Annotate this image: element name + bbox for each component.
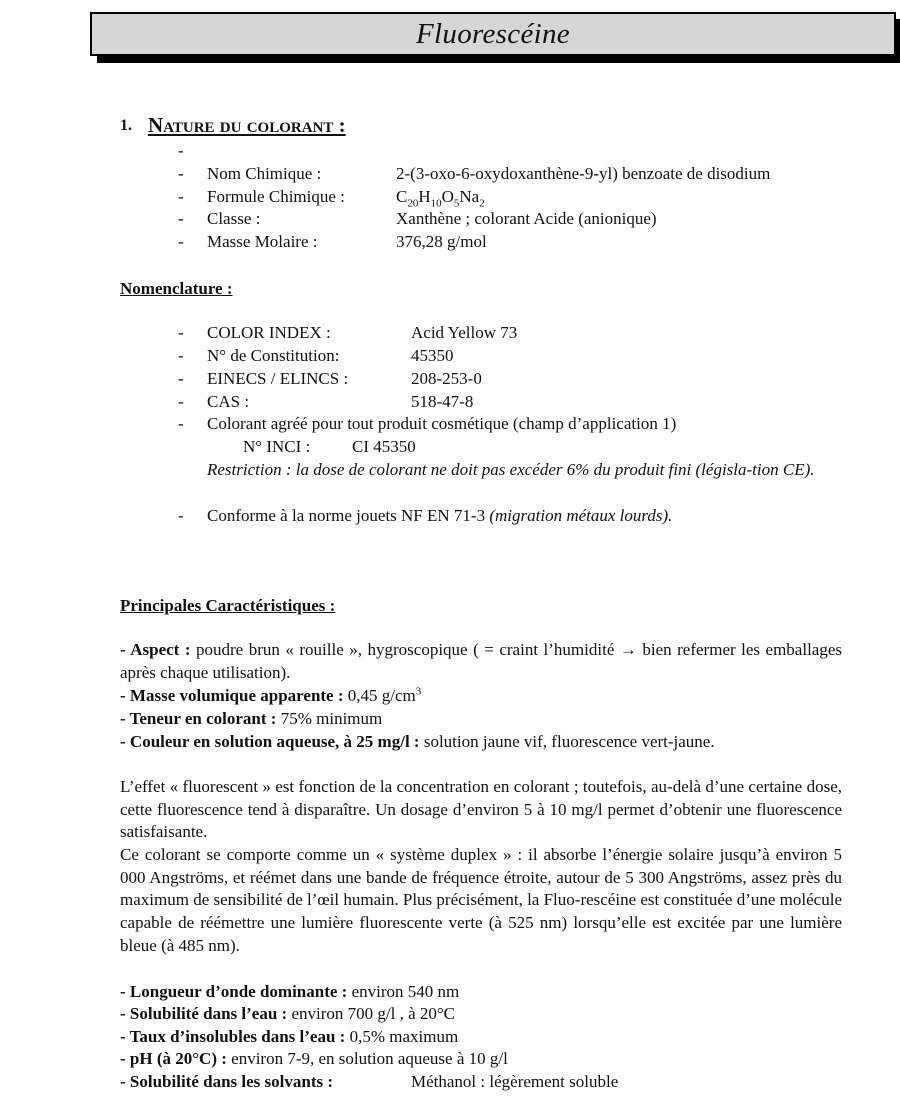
field-label: EINECS / ELINCS :: [207, 369, 349, 388]
field-label: Formule Chimique :: [207, 187, 345, 206]
list-dash: -: [178, 346, 184, 365]
section-heading: Nature du colorant :: [148, 113, 346, 137]
section-number: 1.: [120, 117, 132, 134]
field-label: Classe :: [207, 209, 261, 228]
aspect-paragraph: - Aspect : poudre brun « rouille », hygroscopique ( = craint l’humidité → bien refermer les emballages après chaque utilisation).: [120, 640, 843, 682]
list-dash: -: [178, 164, 184, 183]
field-value: 208-253-0: [411, 369, 482, 388]
water-solubility-line: - Solubilité dans l’eau : environ 700 g/l , à 20°C: [120, 1004, 456, 1023]
field-value: 376,28 g/mol: [396, 232, 487, 251]
nomenclature-heading: Nomenclature :: [120, 279, 233, 298]
solvent-solubility-value: Méthanol : légèrement soluble: [411, 1072, 619, 1091]
inci-label: N° INCI :: [243, 437, 311, 456]
field-value: Acid Yellow 73: [411, 323, 518, 342]
solvent-solubility-label: - Solubilité dans les solvants :: [120, 1072, 334, 1091]
list-dash: -: [178, 323, 184, 342]
field-value: 2-(3-oxo-6-oxydoxanthène-9-yl) benzoate de disodium: [396, 164, 771, 183]
document-title: Fluorescéine: [416, 17, 570, 50]
field-label: Masse Molaire :: [207, 232, 318, 251]
characteristics-heading: Principales Caractéristiques :: [120, 596, 336, 615]
list-dash: -: [178, 414, 184, 433]
list-dash: -: [178, 369, 184, 388]
list-dash: -: [178, 209, 184, 228]
ph-line: - pH (à 20°C) : environ 7-9, en solution aqueuse à 10 g/l: [120, 1049, 508, 1068]
field-value: 518-47-8: [411, 392, 474, 411]
field-value: Xanthène ; colorant Acide (anionique): [396, 209, 657, 228]
dye-content-line: - Teneur en colorant : 75% minimum: [120, 709, 383, 728]
field-value: 45350: [411, 346, 454, 365]
chemical-formula: $C_{20}H_{10}O_5Na_2$: [396, 187, 485, 210]
wavelength-line: - Longueur d’onde dominante : environ 540 nm: [120, 982, 460, 1001]
restriction-note: Restriction : la dose de colorant ne doit pas excéder 6% du produit fini (législa-tion CE).: [207, 460, 815, 479]
list-dash: -: [178, 187, 184, 206]
list-dash: -: [178, 232, 184, 251]
solution-color-line: - Couleur en solution aqueuse, à 25 mg/l : solution jaune vif, fluorescence vert-jaune.: [120, 732, 715, 751]
title-box: [90, 12, 896, 56]
field-label: Nom Chimique :: [207, 164, 322, 183]
fluorescence-paragraph: L’effet « fluorescent » est fonction de la concentration en colorant ; toutefois, au-delà d’une certaine dose, cette fluorescence tend à disparaître. Un dosage d’environ 5 à 10 mg/l permet d’obtenir une fluorescence satisfaisante.: [120, 777, 842, 842]
field-label: N° de Constitution:: [207, 346, 340, 365]
list-dash: -: [178, 392, 184, 411]
field-label: CAS :: [207, 392, 250, 411]
cosmetic-approval: Colorant agréé pour tout produit cosmétique (champ d’application 1): [207, 414, 677, 433]
list-dash: -: [178, 141, 184, 160]
list-dash: -: [178, 506, 184, 525]
insolubles-line: - Taux d’insolubles dans l’eau : 0,5% maximum: [120, 1027, 459, 1046]
inci-value: CI 45350: [352, 437, 416, 456]
toy-norm: Conforme à la norme jouets NF EN 71-3 (migration métaux lourds).: [207, 506, 673, 525]
duplex-paragraph: Ce colorant se comporte comme un « système duplex » : il absorbe l’énergie solaire jusqu’à environ 5 000 Angströms, et réémet dans une bande de fréquence étroite, autour de 5 300 Angströms, assez près du maximum de sensibilité de l’œil humain. Plus précisément, la Fluo-rescéine est constituée d’une molécule capable de réémettre une lumière fluorescente verte (à 525 nm) lorsqu’elle est excitée par une lumière bleue (à 485 nm).: [120, 845, 842, 955]
field-label: COLOR INDEX :: [207, 323, 331, 342]
density-line: - Masse volumique apparente : 0,45 $g/cm^3$: [120, 685, 422, 705]
